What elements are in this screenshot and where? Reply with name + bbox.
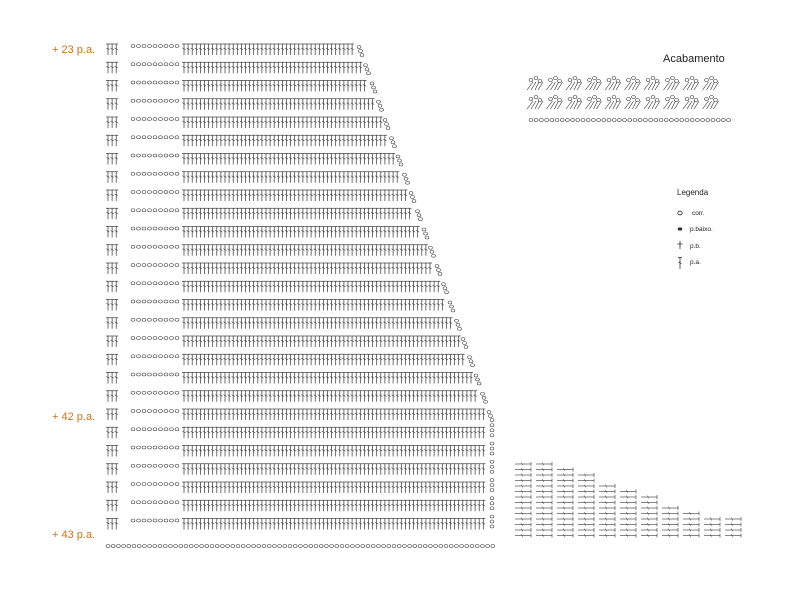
chart-row [106, 245, 435, 258]
row-label-top: + 23 p.a. [52, 44, 96, 56]
chart-row [106, 154, 403, 167]
chart-row [106, 479, 494, 494]
foundation-chain [106, 545, 495, 548]
chart-row [106, 135, 396, 148]
chart-row [106, 336, 468, 349]
chart-row [106, 81, 377, 94]
circle-icon [675, 208, 685, 218]
chart-row [106, 117, 390, 130]
legend-label-corr: corr. [692, 210, 705, 217]
chart-row [106, 373, 481, 386]
chart-row [106, 300, 455, 313]
chart-row [106, 354, 474, 367]
acabamento-chart [527, 77, 730, 122]
chart-row [106, 515, 494, 530]
dc-stitch-icon [675, 256, 685, 270]
chart-row [106, 409, 494, 422]
legend-label-pbaixo: p.baixo. [690, 226, 713, 233]
chart-row [106, 424, 494, 439]
legend-title: Legenda [677, 188, 709, 197]
acabamento-title: Acabamento [663, 53, 725, 65]
chart-row [106, 62, 370, 75]
stepped-side-chart [515, 462, 741, 538]
chart-row [106, 99, 383, 112]
dot-icon [675, 224, 685, 234]
chart-row [106, 190, 416, 203]
cross-icon [675, 240, 685, 250]
chart-row [106, 318, 461, 331]
chart-row [106, 497, 494, 512]
chart-row [106, 208, 422, 221]
main-chart-body [106, 44, 495, 548]
row-label-bottom: + 43 p.a. [52, 529, 96, 541]
chart-row [106, 44, 364, 57]
chart-row [106, 227, 429, 240]
legend-label-pb: p.b. [690, 243, 701, 250]
chart-row [106, 263, 442, 276]
chart-row [106, 442, 494, 457]
chart-row [106, 281, 448, 294]
chart-row [106, 460, 494, 475]
chart-row [106, 172, 409, 185]
legend-label-pa: p.a. [690, 259, 701, 266]
row-label-mid: + 42 p.a. [52, 411, 96, 423]
chart-row [106, 391, 487, 404]
